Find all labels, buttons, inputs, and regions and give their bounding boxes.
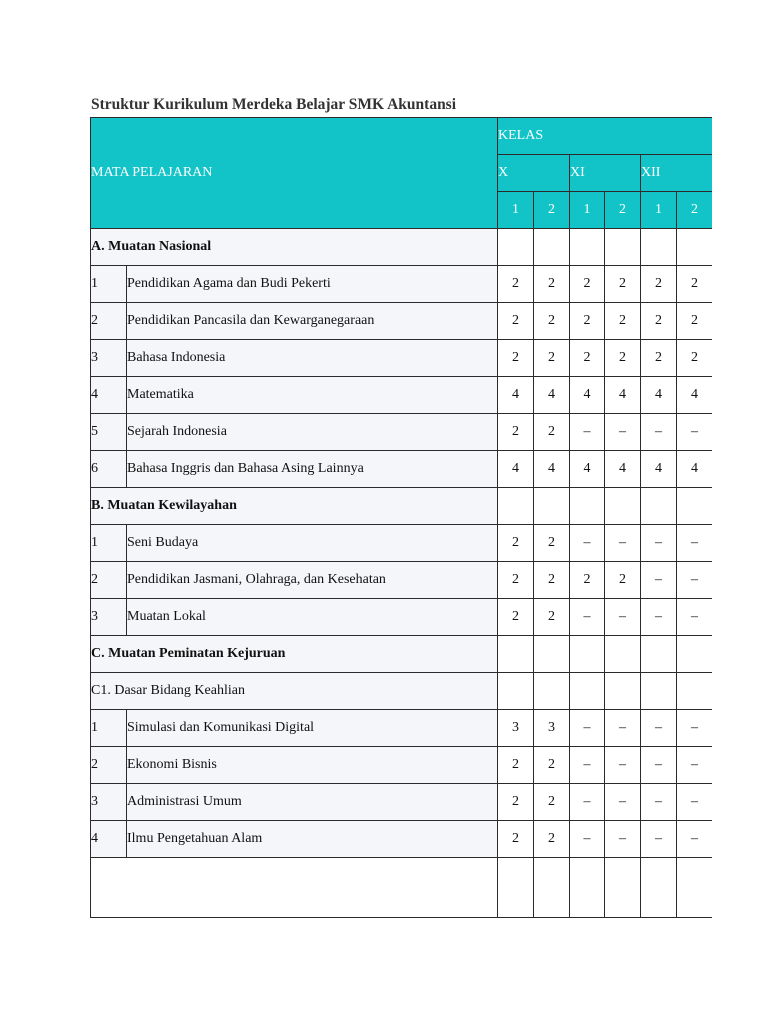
hours-cell: – [605, 784, 641, 821]
hours-cell: 2 [498, 414, 534, 451]
hours-cell: 2 [677, 303, 713, 340]
hours-cell: – [570, 599, 605, 636]
empty-cell [91, 858, 498, 918]
row-number: 1 [91, 525, 127, 562]
header-grade-x: X [498, 155, 570, 192]
empty-cell [570, 229, 605, 266]
section-title: B. Muatan Kewilayahan [91, 488, 498, 525]
header-mata-pelajaran: MATA PELAJARAN [91, 118, 498, 229]
row-number: 3 [91, 784, 127, 821]
empty-cell [641, 636, 677, 673]
hours-cell: 4 [570, 377, 605, 414]
hours-cell: 2 [534, 414, 570, 451]
hours-cell: – [677, 599, 713, 636]
empty-cell [534, 636, 570, 673]
section-row [91, 488, 713, 525]
hours-cell: 2 [570, 303, 605, 340]
subject-name: Pendidikan Jasmani, Olahraga, dan Kesehatan [127, 562, 498, 599]
hours-cell: – [677, 747, 713, 784]
hours-cell: 2 [605, 562, 641, 599]
hours-cell: 2 [498, 821, 534, 858]
row-number: 2 [91, 747, 127, 784]
hours-cell: 2 [498, 562, 534, 599]
hours-cell: 2 [570, 562, 605, 599]
section-title: C. Muatan Peminatan Kejuruan [91, 636, 498, 673]
subject-name: Bahasa Inggris dan Bahasa Asing Lainnya [127, 451, 498, 488]
hours-cell: – [677, 525, 713, 562]
subject-name: Ilmu Pengetahuan Alam [127, 821, 498, 858]
hours-cell: 4 [570, 451, 605, 488]
empty-cell [641, 229, 677, 266]
empty-cell [677, 636, 713, 673]
header-semester: 1 [570, 192, 605, 229]
hours-cell: 4 [498, 451, 534, 488]
row-number: 1 [91, 266, 127, 303]
hours-cell: 4 [498, 377, 534, 414]
table-row [91, 747, 713, 784]
header-grade-xi: XI [570, 155, 641, 192]
empty-cell [605, 858, 641, 918]
section-row [91, 636, 713, 673]
subject-name: Matematika [127, 377, 498, 414]
subject-name: Muatan Lokal [127, 599, 498, 636]
table-row [91, 784, 713, 821]
hours-cell: 2 [570, 266, 605, 303]
hours-cell: – [570, 747, 605, 784]
empty-cell [641, 858, 677, 918]
hours-cell: 4 [677, 451, 713, 488]
header-kelas: KELAS [498, 118, 713, 155]
empty-cell [570, 858, 605, 918]
hours-cell: 2 [498, 266, 534, 303]
hours-cell: – [605, 747, 641, 784]
hours-cell: 4 [534, 377, 570, 414]
subject-name: Ekonomi Bisnis [127, 747, 498, 784]
hours-cell: 2 [534, 340, 570, 377]
hours-cell: – [641, 562, 677, 599]
hours-cell: 4 [677, 377, 713, 414]
table-row [91, 821, 713, 858]
section-row [91, 229, 713, 266]
hours-cell: 2 [498, 784, 534, 821]
hours-cell: 2 [534, 784, 570, 821]
table-viewport [90, 117, 712, 918]
hours-cell: – [605, 710, 641, 747]
empty-cell [570, 488, 605, 525]
hours-cell: 2 [605, 340, 641, 377]
hours-cell: 2 [534, 525, 570, 562]
table-row [91, 340, 713, 377]
hours-cell: – [641, 525, 677, 562]
subject-name: Administrasi Umum [127, 784, 498, 821]
hours-cell: – [570, 821, 605, 858]
hours-cell: 2 [677, 340, 713, 377]
table-row [91, 414, 713, 451]
header-semester: 2 [605, 192, 641, 229]
subject-name: Pendidikan Pancasila dan Kewarganegaraan [127, 303, 498, 340]
empty-cell [570, 673, 605, 710]
hours-cell: – [677, 784, 713, 821]
header-semester: 1 [641, 192, 677, 229]
table-row [91, 266, 713, 303]
empty-cell [534, 858, 570, 918]
subject-name: Bahasa Indonesia [127, 340, 498, 377]
hours-cell: – [677, 710, 713, 747]
header-semester: 2 [534, 192, 570, 229]
hours-cell: – [570, 710, 605, 747]
table-row [91, 710, 713, 747]
header-semester: 1 [498, 192, 534, 229]
row-number: 2 [91, 562, 127, 599]
empty-cell [677, 858, 713, 918]
subsection-title: C1. Dasar Bidang Keahlian [91, 673, 498, 710]
empty-cell [498, 636, 534, 673]
hours-cell: 3 [534, 710, 570, 747]
empty-cell [498, 673, 534, 710]
hours-cell: – [677, 821, 713, 858]
hours-cell: 2 [534, 821, 570, 858]
hours-cell: – [641, 784, 677, 821]
hours-cell: – [677, 562, 713, 599]
row-number: 3 [91, 599, 127, 636]
hours-cell: 2 [534, 562, 570, 599]
hours-cell: – [570, 784, 605, 821]
hours-cell: – [605, 525, 641, 562]
hours-cell: – [570, 525, 605, 562]
row-number: 1 [91, 710, 127, 747]
table-row [91, 599, 713, 636]
hours-cell: 2 [534, 599, 570, 636]
hours-cell: – [641, 414, 677, 451]
hours-cell: 2 [498, 303, 534, 340]
hours-cell: 2 [534, 303, 570, 340]
row-number: 5 [91, 414, 127, 451]
hours-cell: – [570, 414, 605, 451]
hours-cell: 4 [605, 451, 641, 488]
subject-name: Sejarah Indonesia [127, 414, 498, 451]
table-row [91, 377, 713, 414]
subject-name: Simulasi dan Komunikasi Digital [127, 710, 498, 747]
row-number: 4 [91, 377, 127, 414]
hours-cell: 2 [498, 340, 534, 377]
hours-cell: 2 [605, 303, 641, 340]
hours-cell: 2 [677, 266, 713, 303]
hours-cell: – [641, 710, 677, 747]
hours-cell: 2 [641, 340, 677, 377]
empty-cell [677, 229, 713, 266]
subsection-row [91, 673, 713, 710]
empty-cell [677, 488, 713, 525]
hours-cell: – [641, 599, 677, 636]
empty-cell [605, 636, 641, 673]
empty-cell [498, 488, 534, 525]
hours-cell: 2 [534, 747, 570, 784]
empty-cell [677, 673, 713, 710]
empty-cell [570, 636, 605, 673]
curriculum-table [90, 117, 712, 918]
empty-cell [534, 229, 570, 266]
hours-cell: 4 [641, 377, 677, 414]
table-row [91, 525, 713, 562]
row-number: 3 [91, 340, 127, 377]
empty-cell [498, 858, 534, 918]
row-number: 6 [91, 451, 127, 488]
hours-cell: 4 [534, 451, 570, 488]
table-row [91, 858, 713, 918]
table-row [91, 451, 713, 488]
empty-cell [605, 673, 641, 710]
hours-cell: 3 [498, 710, 534, 747]
subject-name: Pendidikan Agama dan Budi Pekerti [127, 266, 498, 303]
table-row [91, 562, 713, 599]
subject-name: Seni Budaya [127, 525, 498, 562]
hours-cell: 2 [498, 525, 534, 562]
table-row [91, 303, 713, 340]
hours-cell: 2 [570, 340, 605, 377]
hours-cell: – [641, 747, 677, 784]
row-number: 2 [91, 303, 127, 340]
header-grade-xii: XII [641, 155, 713, 192]
empty-cell [534, 673, 570, 710]
hours-cell: – [677, 414, 713, 451]
hours-cell: 2 [498, 599, 534, 636]
hours-cell: 2 [605, 266, 641, 303]
hours-cell: 4 [605, 377, 641, 414]
empty-cell [498, 229, 534, 266]
hours-cell: – [605, 599, 641, 636]
empty-cell [605, 229, 641, 266]
empty-cell [534, 488, 570, 525]
hours-cell: 2 [641, 303, 677, 340]
row-number: 4 [91, 821, 127, 858]
hours-cell: 2 [498, 747, 534, 784]
empty-cell [605, 488, 641, 525]
hours-cell: 2 [534, 266, 570, 303]
empty-cell [641, 673, 677, 710]
hours-cell: – [641, 821, 677, 858]
section-title: A. Muatan Nasional [91, 229, 498, 266]
hours-cell: 4 [641, 451, 677, 488]
hours-cell: 2 [641, 266, 677, 303]
empty-cell [641, 488, 677, 525]
hours-cell: – [605, 821, 641, 858]
page-title: Struktur Kurikulum Merdeka Belajar SMK Akuntansi [91, 96, 457, 113]
header-semester: 2 [677, 192, 713, 229]
hours-cell: – [605, 414, 641, 451]
